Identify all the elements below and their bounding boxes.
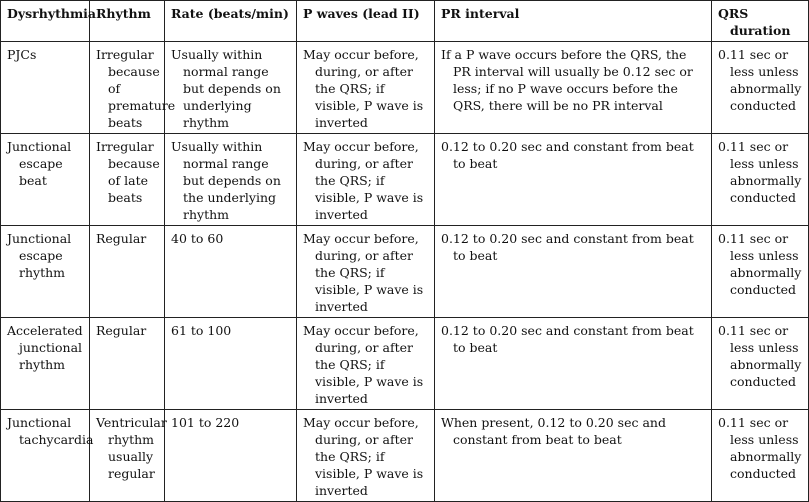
cell-qrs: 0.11 sec or less unless abnormally conducted [712, 410, 809, 502]
cell-qrs: 0.11 sec or less unless abnormally conducted [712, 226, 809, 318]
cell-rate: 40 to 60 [165, 226, 297, 318]
cell-pr-interval: 0.12 to 0.20 sec and constant from beat to beat [435, 318, 712, 410]
cell-rhythm: Irregular because of late beats [90, 134, 165, 226]
cell-p-waves: May occur before, during, or after the QRS; if visible, P wave is inverted [297, 318, 435, 410]
cell-p-waves: May occur before, during, or after the QRS; if visible, P wave is inverted [297, 42, 435, 134]
cell-rhythm: Ventricular rhythm usually regular [90, 410, 165, 502]
header-p-waves: P waves (lead II) [297, 1, 435, 42]
table-row [1, 226, 809, 318]
cell-dysrhythmia: Junctional escape rhythm [1, 226, 90, 318]
header-rate: Rate (beats/min) [165, 1, 297, 42]
cell-dysrhythmia: Junctional escape beat [1, 134, 90, 226]
cell-rate: 101 to 220 [165, 410, 297, 502]
cell-pr-interval: When present, 0.12 to 0.20 sec and constant from beat to beat [435, 410, 712, 502]
cell-rate: Usually within normal range but depends on the underlying rhythm [165, 134, 297, 226]
table-row [1, 134, 809, 226]
header-dysrhythmia: Dysrhythmia [1, 1, 90, 42]
table-row [1, 42, 809, 134]
cell-rhythm: Irregular because of premature beats [90, 42, 165, 134]
cell-dysrhythmia: Junctional tachycardia [1, 410, 90, 502]
header-row [1, 1, 809, 42]
cell-dysrhythmia: Accelerated junctional rhythm [1, 318, 90, 410]
cell-rate: Usually within normal range but depends on underlying rhythm [165, 42, 297, 134]
cell-p-waves: May occur before, during, or after the QRS; if visible, P wave is inverted [297, 410, 435, 502]
cell-rhythm: Regular [90, 226, 165, 318]
header-rhythm: Rhythm [90, 1, 165, 42]
cell-p-waves: May occur before, during, or after the QRS; if visible, P wave is inverted [297, 226, 435, 318]
cell-qrs: 0.11 sec or less unless abnormally conducted [712, 318, 809, 410]
cell-pr-interval: 0.12 to 0.20 sec and constant from beat to beat [435, 134, 712, 226]
cell-p-waves: May occur before, during, or after the QRS; if visible, P wave is inverted [297, 134, 435, 226]
table-row [1, 318, 809, 410]
cell-dysrhythmia: PJCs [1, 42, 90, 134]
table-row [1, 410, 809, 502]
cell-qrs: 0.11 sec or less unless abnormally conducted [712, 42, 809, 134]
cell-pr-interval: 0.12 to 0.20 sec and constant from beat to beat [435, 226, 712, 318]
cell-qrs: 0.11 sec or less unless abnormally conducted [712, 134, 809, 226]
cell-rhythm: Regular [90, 318, 165, 410]
header-qrs-duration: QRS duration [712, 1, 809, 42]
cell-rate: 61 to 100 [165, 318, 297, 410]
header-pr-interval: PR interval [435, 1, 712, 42]
cell-pr-interval: If a P wave occurs before the QRS, the PR interval will usually be 0.12 sec or less; if no P wave occurs before the QRS, there will be no PR interval [435, 42, 712, 134]
